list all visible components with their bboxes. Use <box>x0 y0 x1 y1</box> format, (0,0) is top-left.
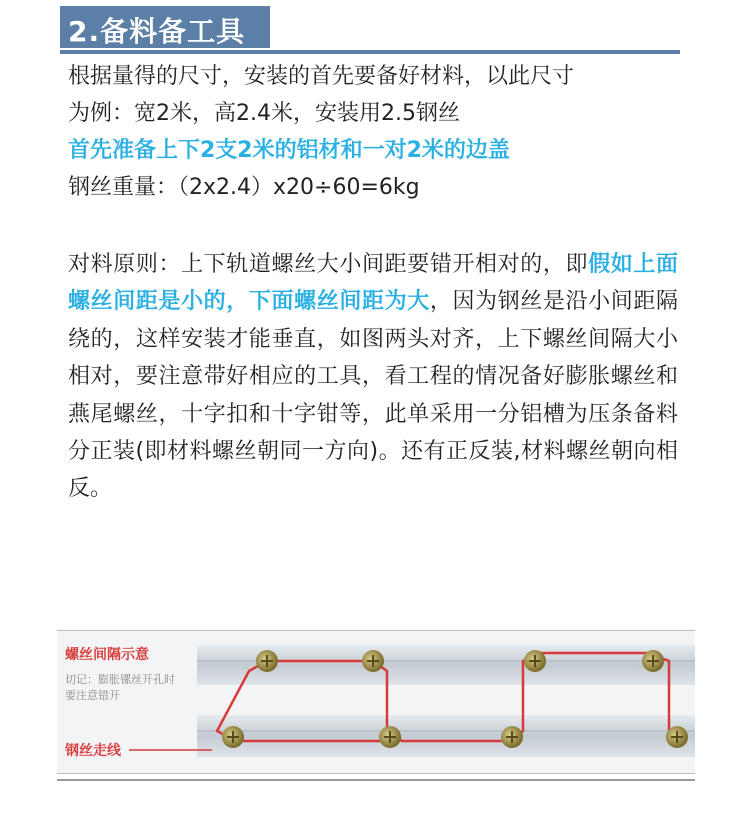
paragraph-highlight: 假如上面螺丝间距是小的，下面螺丝间距为大 <box>68 252 678 315</box>
bottom-rail <box>197 715 695 757</box>
screw-icon <box>642 650 664 672</box>
paragraph-rest: ，因为钢丝是沿小间距隔绕的，这样安装才能垂直，如图两头对齐，上下螺丝间隔大小相对，要注意带好相应的工具，看工程的情况备好膨胀螺丝和燕尾螺丝，十字扣和十字钳等，此单采用一分铝槽为压条备料分正装(即材料螺丝朝同一方向)。还有正反装,材料螺丝朝向相反。 <box>68 289 678 502</box>
text-content <box>68 58 688 508</box>
text-line-weight: 钢丝重量：（2x2.4）x20÷60=6kg <box>68 175 420 200</box>
figure-note-line1: 切记：膨胀镙丝开孔时 <box>65 673 175 686</box>
text-line-1: 根据量得的尺寸，安装的首先要备好材料，以此尺寸 <box>68 64 575 89</box>
header-underline <box>60 50 680 54</box>
screw-icon <box>379 726 401 748</box>
figure-bottom-rule <box>57 779 695 781</box>
figure-note-line2: 要注意错开 <box>65 689 120 702</box>
principle-paragraph <box>68 246 678 508</box>
section-header <box>60 6 680 52</box>
text-line-2: 为例：宽2米，高2.4米，安装用2.5钢丝 <box>68 101 460 126</box>
section-title: 2.备料备工具 <box>68 15 246 48</box>
paragraph-intro: 对料原则：上下轨道螺丝大小间距要错开相对的，即 <box>68 252 589 277</box>
spacer <box>68 206 688 246</box>
screw-icon <box>501 726 523 748</box>
screw-icon <box>362 650 384 672</box>
screw-icon <box>666 726 688 748</box>
wire-label: 钢丝走线 <box>65 743 121 759</box>
screw-icon <box>222 726 244 748</box>
figure-title: 螺丝间隔示意 <box>65 647 149 663</box>
screw-spacing-figure <box>57 630 695 774</box>
screw-icon <box>256 650 278 672</box>
figure-svg <box>57 631 695 773</box>
highlight-line: 首先准备上下2支2米的铝材和一对2米的边盖 <box>68 138 510 163</box>
screw-icon <box>524 650 546 672</box>
